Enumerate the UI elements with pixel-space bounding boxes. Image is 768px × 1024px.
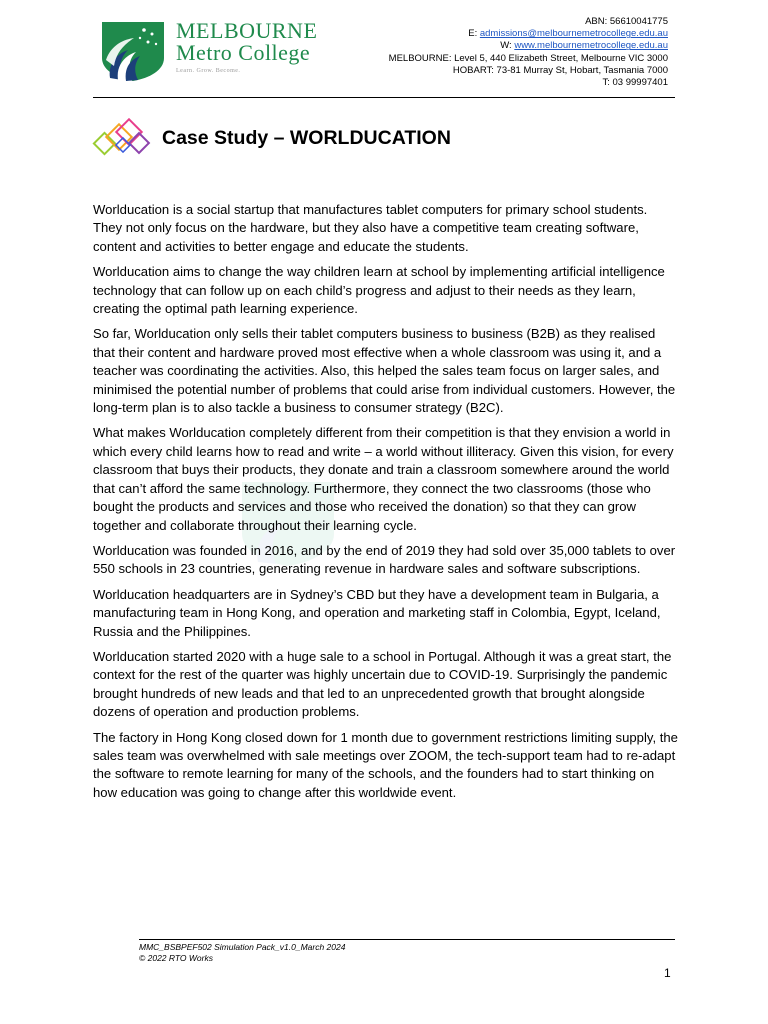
document-reference: MMC_BSBPEF502 Simulation Pack_v1.0_March 2024: [139, 942, 346, 952]
paragraph: Worlducation started 2020 with a huge sale to a school in Portugal. Although it was a great start, the context for the rest of the quarter was highly uncertain due to COVID-19. Surprisingly the pandemic brought hundreds of new leads and that led to an unprecedented growth that brought alongside dozens of operation and production problems.: [93, 648, 672, 720]
paragraph: What makes Worlducation completely different from their competition is that they envision a world in which every child learns how to read and write – a world without illiteracy. Given this vision, for every classroom that buys their products, they donate and train a classroom somewhere around the world that can’t afford the same technology. Furthermore, they connect the two classrooms (those who bought the products and services and those who received the donation) so that they can grow together and collaborate throughout their learning cycle.: [93, 425, 674, 533]
logo-name-line1: MELBOURNE: [176, 18, 318, 43]
melbourne-address: MELBOURNE: Level 5, 440 Elizabeth Street, Melbourne VIC 3000: [388, 52, 668, 64]
paragraph: The factory in Hong Kong closed down for 1 month due to government restrictions limiting supply, the sales team was overwhelmed with sale meetings over ZOOM, the tech-support team had to re-adapt the software to remote learning for many of the schools, and the founders had to start thinking on how education was going to change after this worldwide event.: [93, 729, 678, 800]
logo-name-line2: Metro College: [176, 40, 311, 65]
email-line: [338, 28, 668, 40]
college-crest-icon: [100, 20, 166, 82]
footer-divider: [139, 939, 675, 940]
college-logo: [100, 20, 330, 82]
email-label: E:: [468, 28, 480, 40]
paragraph: So far, Worlducation only sells their tablet computers business to business (B2B) as they realised that their content and hardware proved most effective when a whole classroom was using it, and a teacher was coordinating the activities. Also, this helped the sales team focus on larger sales, and minimised the potential number of problems that could arise from individual customers. However, the long-term plan is to also tackle a business to consumer strategy (B2C).: [93, 326, 676, 416]
page-number: 1: [664, 966, 671, 980]
phone-line: T: 03 99997401: [602, 77, 668, 89]
email-link[interactable]: admissions@melbournemetrocollege.edu.au: [479, 28, 668, 40]
footer: [139, 942, 345, 964]
paragraph: Worlducation aims to change the way children learn at school by implementing artificial intelligence technology that can follow up on each child’s progress and adjust to their needs as they learn, creating the optimal path learning experience.: [93, 264, 665, 317]
header-divider: [93, 97, 675, 98]
abn-line: ABN: 56610041775: [585, 16, 668, 27]
logo-text: [176, 20, 317, 74]
website-link[interactable]: www.melbournemetrocollege.edu.au: [514, 40, 668, 52]
paragraph: Worlducation was founded in 2016, and by the end of 2019 they had sold over 35,000 tablets to over 550 schools in 23 countries, generating revenue in hardware sales and software subscriptions.: [93, 542, 676, 577]
paragraph: Worlducation headquarters are in Sydney’s CBD but they have a development team in Bulgaria, a manufacturing team in Hong Kong, and operation and marketing staff in Colombia, Egypt, Iceland, Russia and the Philippines.: [93, 586, 661, 639]
case-study-body: [93, 201, 679, 809]
diamond-shapes-icon: [92, 118, 158, 162]
logo-tagline: Learn. Grow. Become.: [176, 68, 241, 74]
page-title: Case Study – WORLDUCATION: [162, 127, 451, 149]
contact-info: [338, 16, 668, 89]
paragraph: Worlducation is a social startup that manufactures tablet computers for primary school students. They not only focus on the hardware, but they also have a competitive team creating software, content and activities to better engage and educate the students.: [93, 202, 648, 254]
hobart-address: HOBART: 73-81 Murray St, Hobart, Tasmania 7000: [452, 64, 668, 76]
copyright: © 2022 RTO Works: [139, 953, 213, 963]
web-line: [338, 40, 668, 52]
web-label: W:: [500, 40, 515, 52]
